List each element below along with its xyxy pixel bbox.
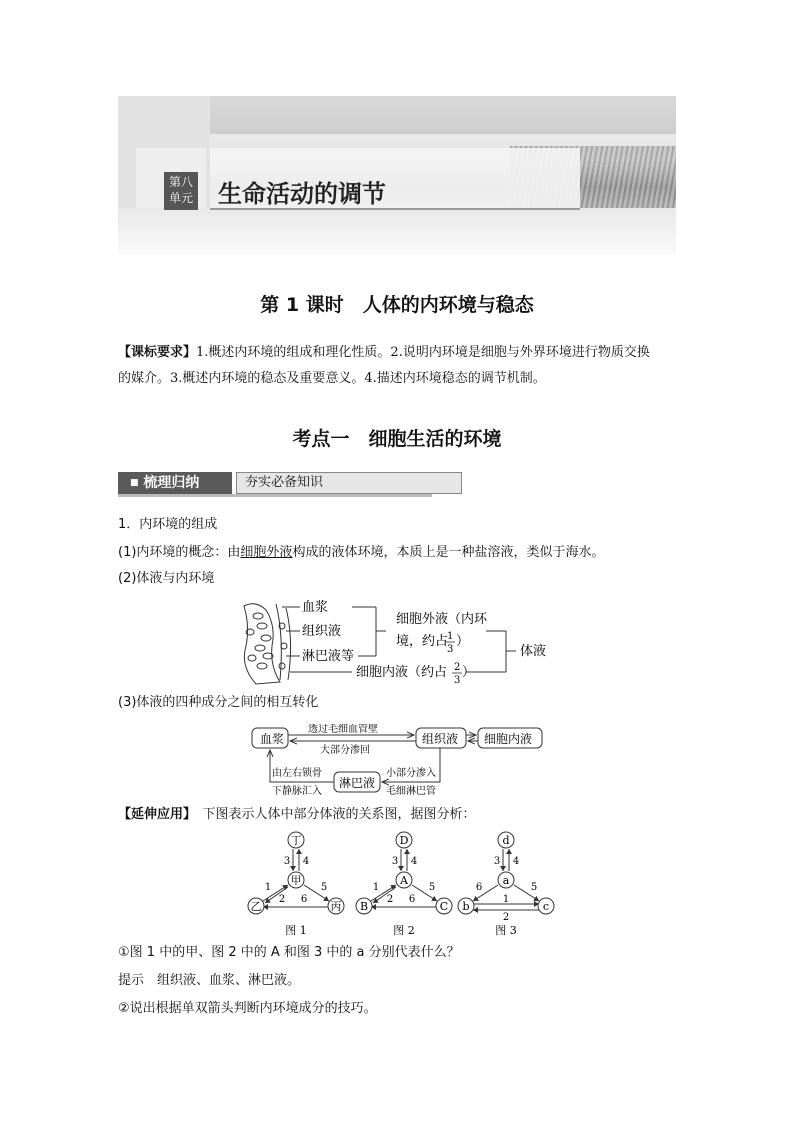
- num-3: 3: [493, 856, 501, 867]
- label-ecf-close: ）: [456, 634, 470, 649]
- label-icf: 细胞内液（约占: [356, 665, 448, 680]
- label-subclavian1: 由左右锁骨: [272, 768, 322, 779]
- node-top-label: 丁: [290, 834, 302, 847]
- node-right-label: c: [542, 900, 550, 913]
- label-plasma: 血浆: [260, 732, 285, 746]
- relation-figures: [244, 830, 556, 940]
- body-fluid-diagram: [236, 596, 556, 688]
- section-bar-underline: [118, 494, 432, 497]
- extension-paragraph: [118, 802, 688, 828]
- label-tissue-fluid: 组织液: [302, 624, 342, 639]
- num-5: 5: [320, 882, 328, 893]
- label-minor-enter1: 小部分渗入: [386, 768, 436, 779]
- node-top-label: d: [502, 834, 510, 847]
- topic-title: 考点一 细胞生活的环境: [292, 428, 502, 450]
- square-icon: ■: [130, 478, 139, 488]
- node-right-label: C: [439, 900, 449, 913]
- extension-label: 【延伸应用】: [118, 807, 190, 822]
- requirements-label: 【课标要求】: [118, 345, 197, 360]
- label-ecf-line1: 细胞外液（内环: [396, 612, 488, 627]
- label-ecf-line2: 境，约占: [396, 634, 449, 649]
- num-2: 2: [502, 912, 510, 923]
- answer-1-label: 提示: [118, 973, 145, 988]
- concept-keyword: 细胞外液: [240, 545, 293, 560]
- num-6: 6: [475, 882, 483, 893]
- figure-caption: 图 1: [285, 924, 307, 937]
- section-bar-dark-label: 梳理归纳: [143, 475, 200, 491]
- requirements: [118, 340, 688, 392]
- heading-composition: 1．内环境的组成: [118, 517, 218, 532]
- section-bar: [118, 472, 432, 496]
- icf-fraction-den: 3: [454, 675, 461, 686]
- num-6: 6: [300, 894, 308, 905]
- paragraph-body-fluid: (2)体液与内环境: [118, 571, 215, 586]
- paragraph-concept: [118, 540, 688, 566]
- num-1: 1: [372, 882, 380, 893]
- num-3: 3: [283, 856, 291, 867]
- unit-badge: [164, 172, 198, 210]
- question-2: ②说出根据单双箭头判断内环境成分的技巧。: [118, 1001, 377, 1016]
- unit-title: 生命活动的调节: [218, 180, 386, 208]
- label-plasma: 血浆: [302, 600, 329, 615]
- node-left-label: b: [462, 900, 470, 913]
- label-lymph: 淋巴液等: [302, 649, 355, 664]
- label-through-capillary: 透过毛细血管壁: [308, 724, 378, 735]
- label-lymph: 淋巴液: [339, 776, 376, 790]
- requirements-line2: 的媒介。3.概述内环境的稳态及重要意义。4.描述内环境稳态的调节机制。: [118, 371, 546, 386]
- num-1: 1: [502, 894, 510, 905]
- label-mostly-return: 大部分渗回: [320, 745, 370, 756]
- num-5: 5: [530, 882, 538, 893]
- label-subclavian2: 下静脉汇入: [272, 786, 322, 797]
- question-1: ①图 1 中的甲、图 2 中的 A 和图 3 中的 a 分别代表什么？: [118, 945, 460, 960]
- node-left-label: B: [359, 900, 369, 913]
- label-minor-enter2: 毛细淋巴管: [386, 786, 436, 797]
- node-right-label: 丙: [330, 900, 342, 913]
- ecf-fraction-den: 3: [447, 644, 454, 655]
- label-icf-close: ）: [462, 665, 476, 680]
- node-center-label: a: [502, 874, 510, 887]
- banner-decor: [118, 208, 676, 254]
- num-3: 3: [391, 856, 399, 867]
- figure-caption: 图 2: [393, 924, 415, 937]
- label-body-fluid: 体液: [520, 644, 547, 659]
- label-icf: 细胞内液: [484, 732, 533, 746]
- relation-figure-1: [248, 832, 344, 937]
- num-2: 2: [386, 894, 394, 905]
- num-4: 4: [512, 856, 520, 867]
- ecf-fraction-num: 1: [447, 631, 454, 642]
- answer-1-text: 组织液、血浆、淋巴液。: [157, 973, 301, 988]
- concept-suffix: 构成的液体环境，本质上是一种盐溶液，类似于海水。: [292, 545, 605, 560]
- unit-badge-line1: 第八: [168, 175, 193, 189]
- lesson-title: 第 1 课时 人体的内环境与稳态: [260, 294, 534, 316]
- num-6: 6: [408, 894, 416, 905]
- requirements-line1: 1.概述内环境的组成和理化性质。2.说明内环境是细胞与外界环境进行物质交换: [196, 345, 650, 360]
- num-5: 5: [428, 882, 436, 893]
- fluid-conversion-diagram: [250, 724, 546, 800]
- icf-fraction-num: 2: [454, 662, 461, 673]
- num-4: 4: [410, 856, 418, 867]
- num-4: 4: [302, 856, 310, 867]
- paragraph-conversion: (3)体液的四种成分之间的相互转化: [118, 695, 319, 710]
- cell-illustration: [244, 604, 291, 684]
- num-1: 1: [264, 882, 272, 893]
- label-tissue-fluid: 组织液: [422, 732, 459, 746]
- relation-figure-3: [458, 832, 554, 937]
- node-left-label: 乙: [250, 900, 262, 913]
- node-top-label: D: [399, 834, 409, 847]
- extension-text: 下图表示人体中部分体液的关系图，据图分析：: [202, 807, 476, 822]
- figure-caption: 图 3: [495, 924, 517, 937]
- relation-figure-2: [356, 832, 452, 937]
- concept-prefix: (1)内环境的概念：由: [118, 545, 241, 560]
- num-2: 2: [278, 894, 286, 905]
- unit-banner: [118, 96, 676, 254]
- section-bar-dark: [118, 472, 232, 494]
- node-center-label: A: [400, 874, 408, 887]
- unit-badge-line2: 单元: [168, 191, 193, 205]
- answer-1: [118, 968, 688, 994]
- node-center-label: 甲: [290, 874, 302, 887]
- section-bar-light-label: 夯实必备知识: [236, 472, 462, 494]
